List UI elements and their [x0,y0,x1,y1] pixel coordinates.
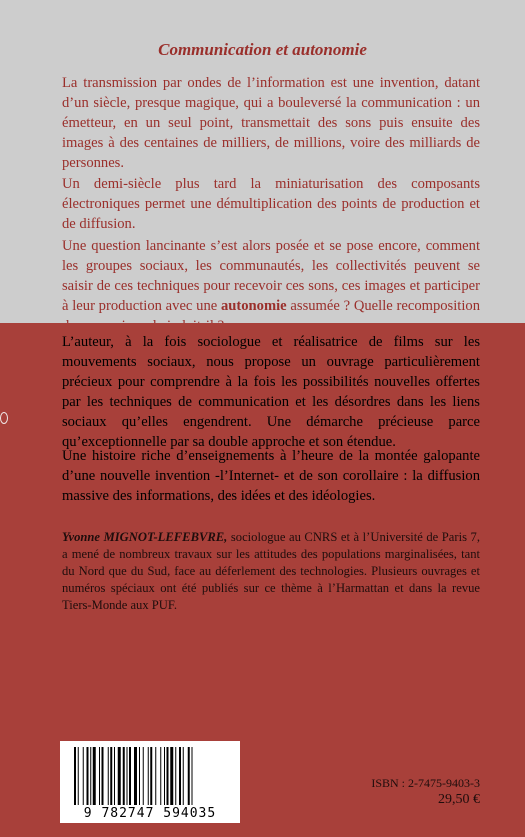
barcode-bar [123,747,125,805]
cover-title: Communication et autonomie [158,40,367,59]
barcode-bar [87,747,89,805]
edge-mark [0,412,8,424]
barcode-bar [160,747,161,805]
barcode-bar [188,747,190,805]
barcode-bar [150,747,152,805]
barcode-bar [108,747,109,805]
barcode-bar [175,747,176,805]
barcode-bar [167,747,169,805]
barcode-bar [143,747,144,805]
barcode-bar [192,747,193,805]
barcode-bar [118,747,121,805]
barcode-bar [183,747,184,805]
isbn: ISBN : 2-7475-9403-3 [371,776,480,790]
barcode-bar [127,747,128,805]
barcode-bar [164,747,165,805]
barcode-bar [114,747,115,805]
intro-paragraph-2: Un demi-siècle plus tard la miniaturisation des composants électroniques permet une démultiplication des points de production et de diffusion. [62,176,480,232]
question-end: assumée ? Quelle recomposition [290,298,480,314]
barcode-bar [179,747,181,805]
upper-panel [0,0,525,323]
barcode-bar [102,747,104,805]
barcode-number: 9 782747 594035 [83,806,217,821]
question-text: Une question lancinante s’est alors posée et se pose encore, comment les groupes sociaux, les communautés, les collectivités peuvent se saisir de ces techniques pour recevoir ces sons, ces images et participer à leur production avec une [62,238,480,314]
price: 29,50 € [438,792,480,807]
author-bio [62,529,480,614]
author-presentation-paragraph: L’auteur, à la fois sociologue et réalisatrice de films sur les mouvements sociaux, nous propose un ouvrage particulièrement précieux pour comprendre à la fois les possibilités nouvelles offertes par les techniques de communication et les désordres dans les liens sociaux qu’elles engendrent. Une démarche précieuse parce qu’exceptionnelle par sa double approche et son étendue. [62,334,480,450]
intro-paragraph-1: La transmission par ondes de l’information est une invention, datant d’un siècle, presque magique, qui a bouleversé la communication : un émetteur, en un seul point, transmettait des sons puis ensuite des images à des centaines de milliers, de millions, voire des milliards de personnes. [62,75,480,171]
barcode-bar [155,747,156,805]
barcode-bar [78,747,79,805]
barcode-bar [139,747,140,805]
barcode-bar [110,747,112,805]
history-paragraph: Une histoire riche d’enseignements à l’heure de la montée galopante d’une nouvelle invention -l’Internet- et de son corollaire : la diffusion massive des informations, des idées et des idéologies. [62,448,480,504]
barcode-bar [93,747,96,805]
emphasis-word: autonomie [220,298,287,314]
barcode-bar [74,747,76,805]
barcode-bar [148,747,149,805]
author-name: Yvonne MIGNOT-LEFEBVRE, [62,530,228,544]
barcode-bar [83,747,84,805]
barcode-bars [74,747,226,805]
barcode-bar [170,747,173,805]
barcode [60,741,240,823]
barcode-bar [90,747,91,805]
barcode-bar [134,747,137,805]
barcode-bar [99,747,100,805]
bio-text: sociologue au CNRS et à l’Université de Paris 7, a mené de nombreux travaux sur les attitudes des populations marginalisées, tant du Nord que du Sud, face au déferlement des technologies. Plusieurs ouvrages et numéros spéciaux ont été publiés sur ce thème à l’Harmattan et dans la revue Tiers-Monde aux PUF. [62,530,480,612]
question-paragraph [62,236,480,336]
barcode-bar [129,747,131,805]
